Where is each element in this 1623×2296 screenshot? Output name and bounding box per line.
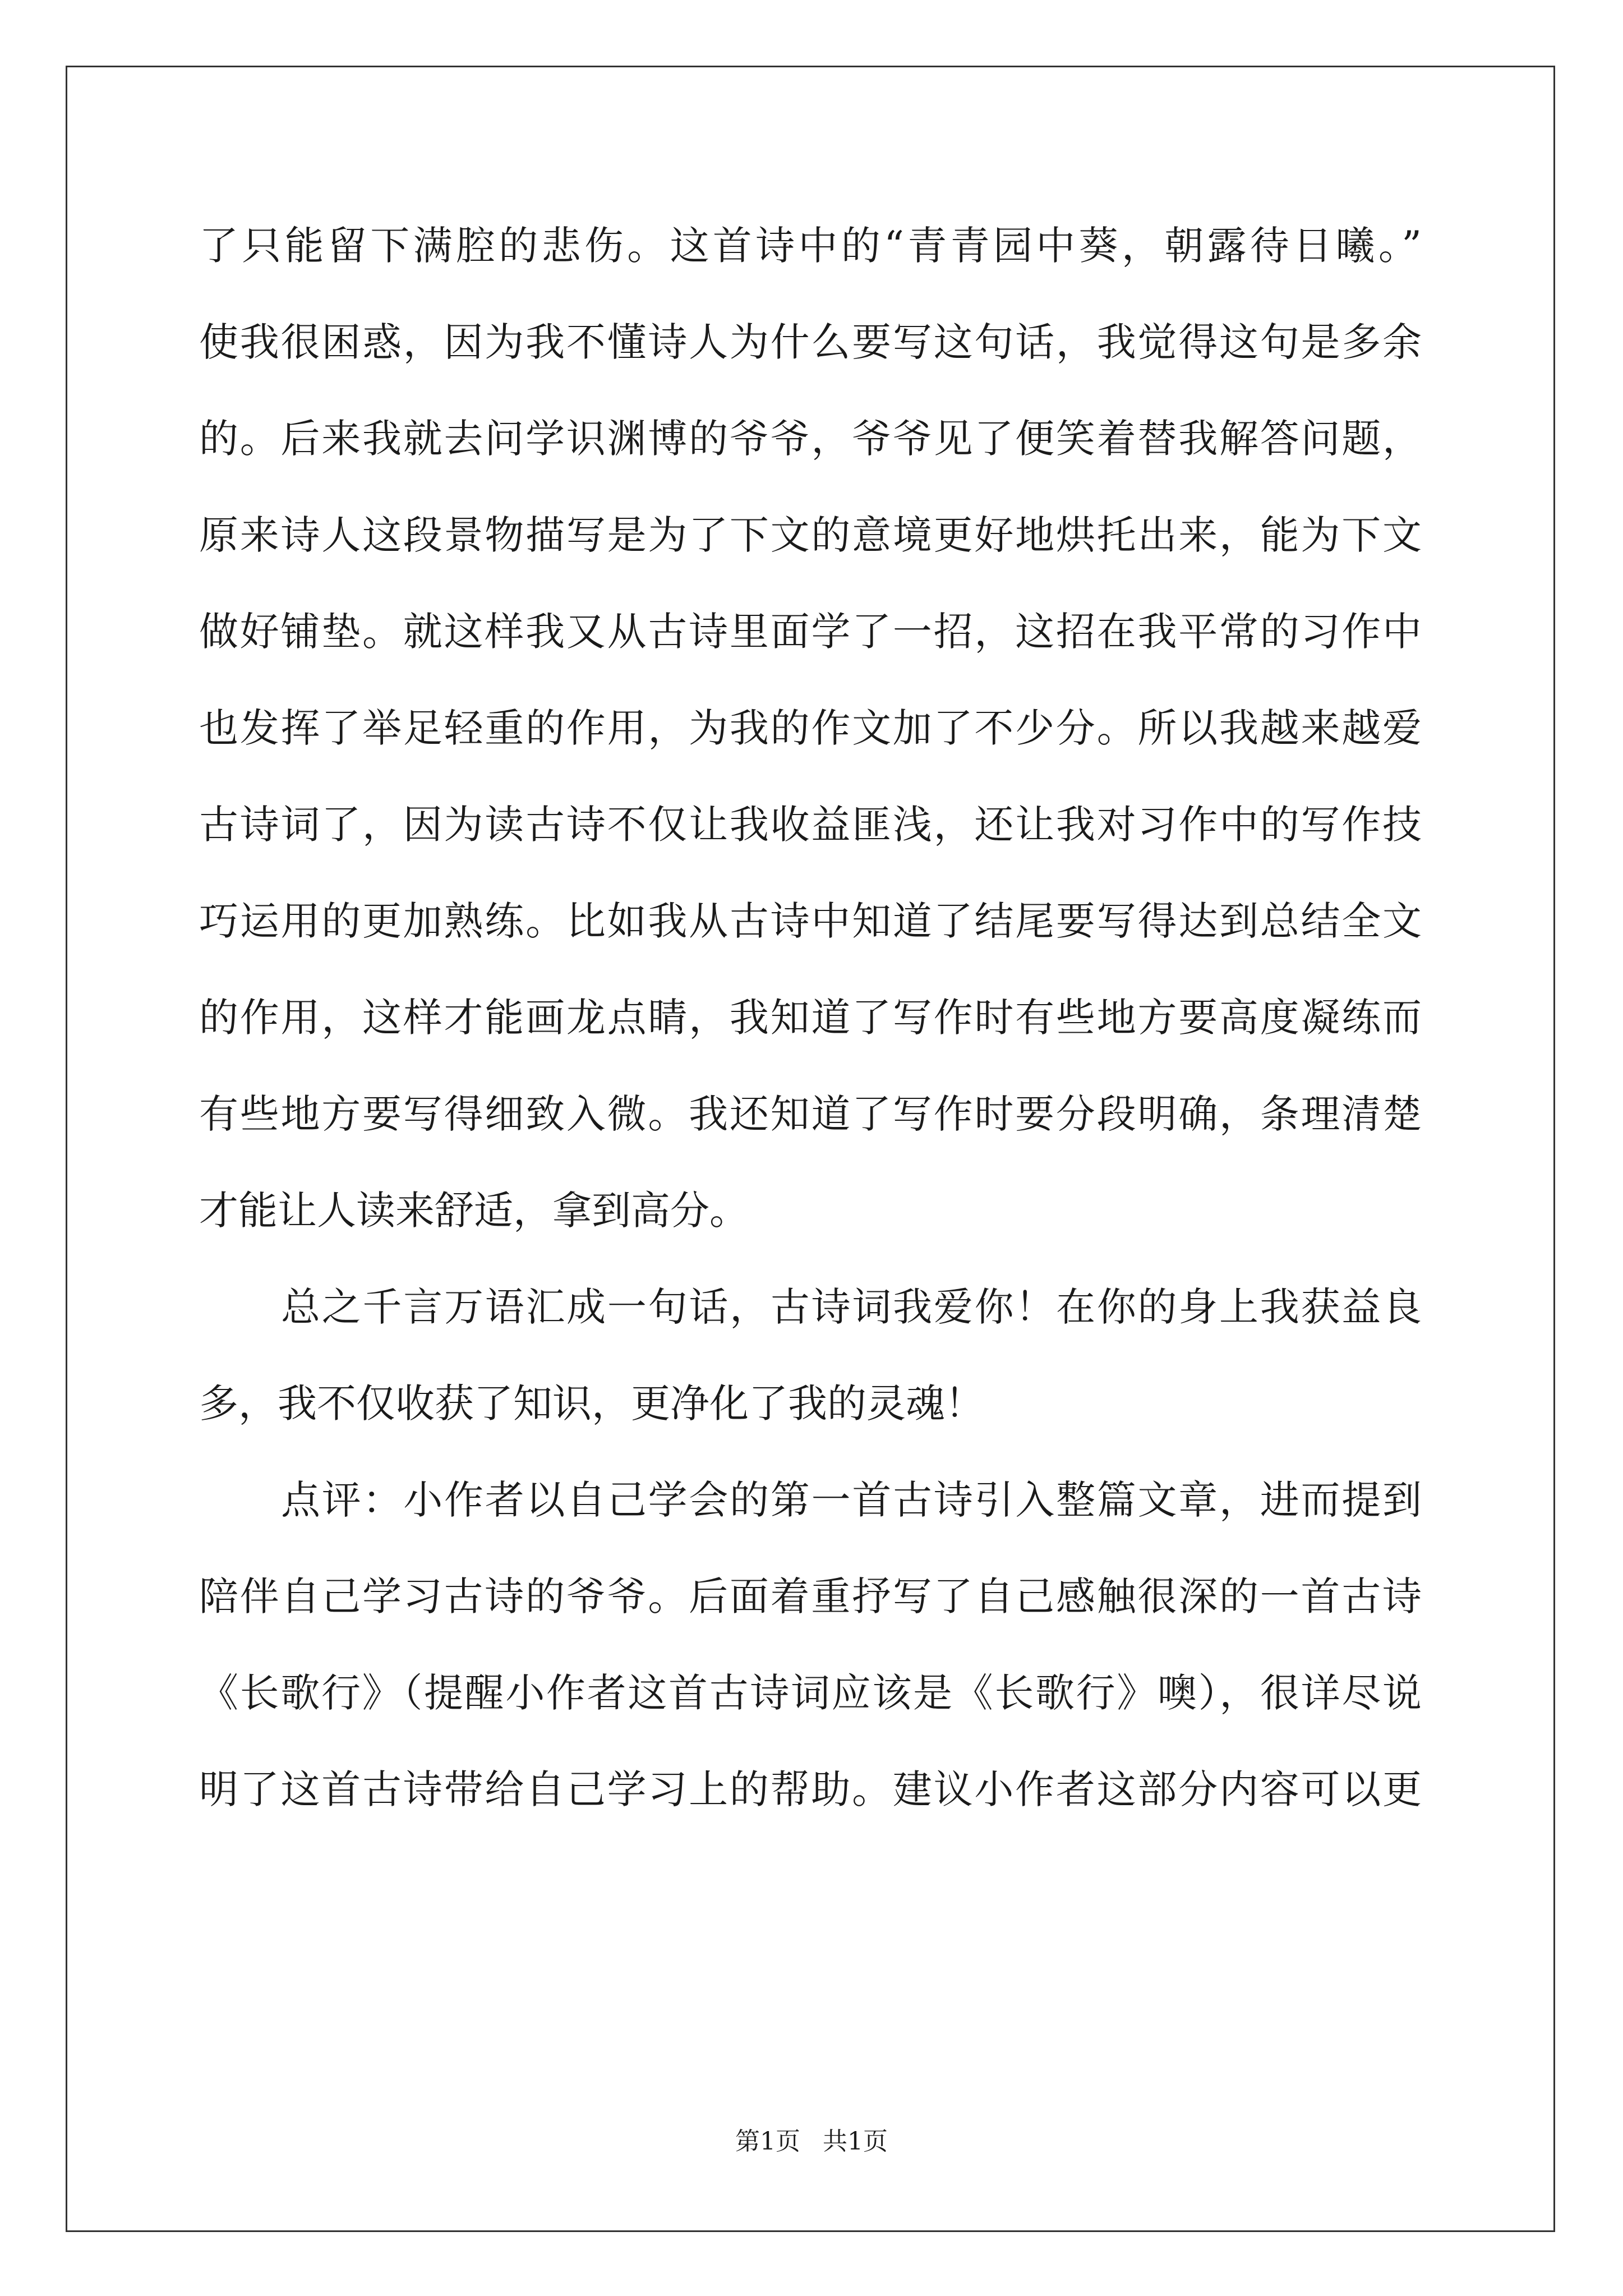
paragraph-first-line: 点评：小作者以自己学会的第一首古诗引入整篇文章，进而提到: [281, 1477, 1422, 1523]
paragraph-first-line: 总之千言万语汇成一句话，古诗词我爱你！在你的身上我获益良: [281, 1284, 1422, 1330]
text-line: 的作用，这样才能画龙点睛，我知道了写作时有些地方要高度凝练而: [199, 995, 1422, 1041]
text-line: 才能让人读来舒适，拿到高分。: [199, 1188, 749, 1234]
text-line: 多，我不仅收获了知识，更净化了我的灵魂！: [199, 1381, 984, 1427]
text-line: 的。后来我就去问学识渊博的爷爷，爷爷见了便笑着替我解答问题，: [199, 416, 1422, 462]
text-line: 有些地方要写得细致入微。我还知道了写作时要分段明确，条理清楚: [199, 1091, 1422, 1137]
text-line: 了只能留下满腔的悲伤。这首诗中的“青青园中葵，朝露待日曦。”: [199, 223, 1422, 269]
page-total: 共1页: [823, 2127, 888, 2156]
text-line: 巧运用的更加熟练。比如我从古诗中知道了结尾要写得达到总结全文: [199, 898, 1422, 944]
text-line: 《长歌行》（提醒小作者这首古诗词应该是《长歌行》噢），很详尽说: [199, 1670, 1422, 1716]
document-body: [199, 197, 1422, 1838]
text-line: 也发挥了举足轻重的作用，为我的作文加了不少分。所以我越来越爱: [199, 705, 1422, 751]
text-line: 使我很困惑，因为我不懂诗人为什么要写这句话，我觉得这句是多余: [199, 319, 1422, 365]
page-number: 第1页: [735, 2127, 800, 2156]
text-line: 明了这首古诗带给自己学习上的帮助。建议小作者这部分内容可以更: [199, 1766, 1422, 1812]
text-line: 原来诗人这段景物描写是为了下文的意境更好地烘托出来，能为下文: [199, 512, 1422, 558]
text-line: 古诗词了，因为读古诗不仅让我收益匪浅，还让我对习作中的写作技: [199, 802, 1422, 848]
text-line: 陪伴自己学习古诗的爷爷。后面着重抒写了自己感触很深的一首古诗: [199, 1573, 1422, 1619]
text-line: 做好铺垫。就这样我又从古诗里面学了一招，这招在我平常的习作中: [199, 609, 1422, 655]
page-footer: [0, 2125, 1623, 2159]
